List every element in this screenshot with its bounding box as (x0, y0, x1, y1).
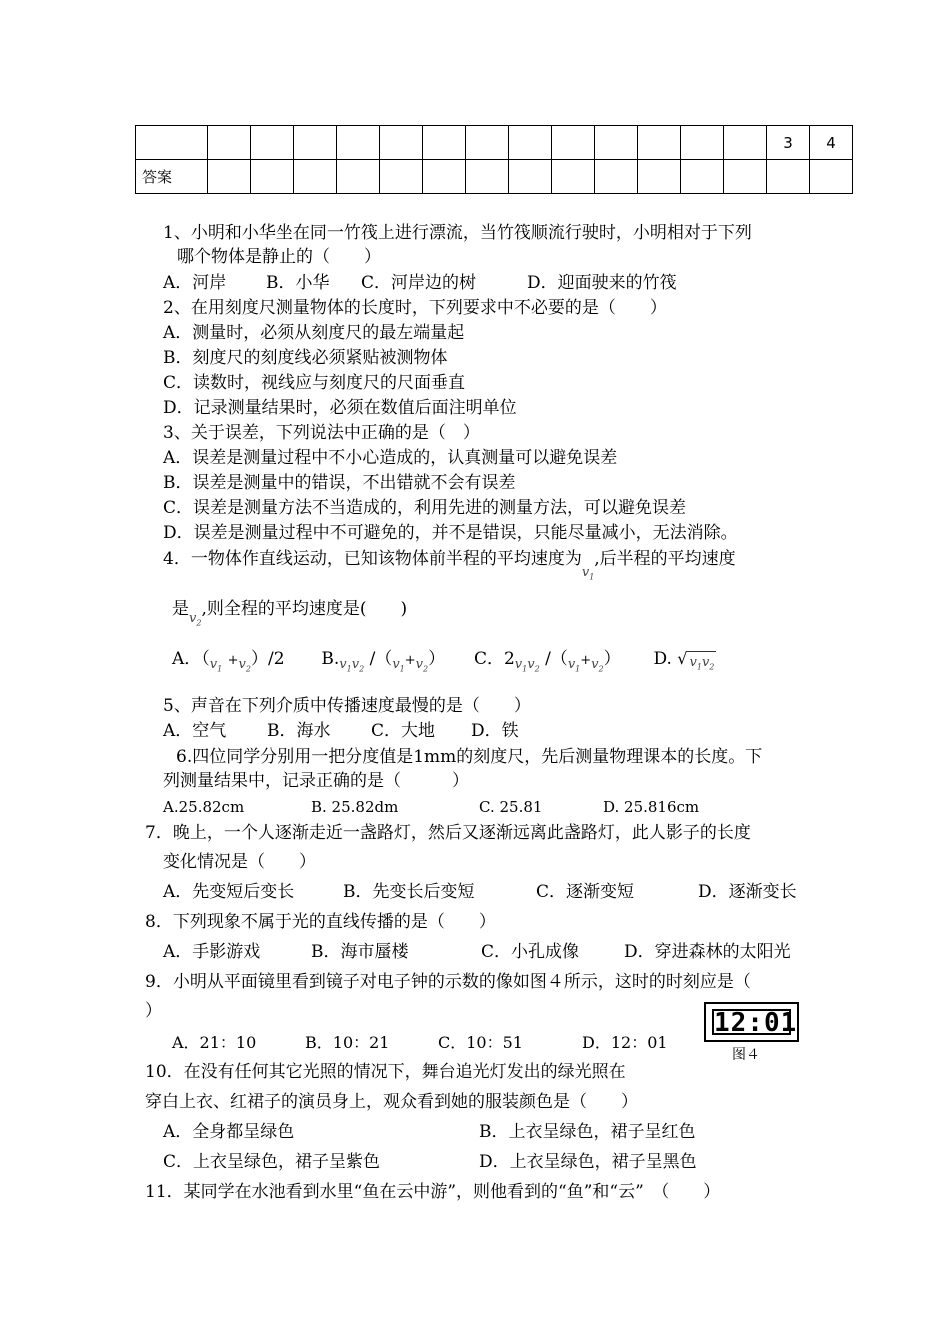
q3-option-c: C．误差是测量方法不当造成的，利用先进的测量方法，可以避免误差 (163, 498, 687, 518)
q3-option-d: D．误差是测量过程中不可避免的，并不是错误，只能尽量减小，无法消除。 (163, 523, 738, 543)
q8-option-c: C．小孔成像 (481, 942, 580, 962)
q7-option-b: B．先变长后变短 (343, 882, 475, 902)
table-cell (638, 126, 681, 160)
q4-stem-text: 4．一物体作直线运动，已知该物体前半程的平均速度为 (163, 549, 582, 569)
q1-option-b: B．小华 (266, 273, 330, 293)
answer-cell[interactable] (251, 160, 294, 194)
answer-cell[interactable] (294, 160, 337, 194)
q4-stem-text-end: ,后半程的平均速度 (594, 549, 736, 569)
answer-cell[interactable] (724, 160, 767, 194)
q5-option-b: B．海水 (267, 721, 331, 741)
q10-option-d: D．上衣呈绿色，裙子呈黑色 (479, 1152, 697, 1172)
q5-option-d: D．铁 (471, 721, 519, 741)
q2-option-d: D．记录测量结果时，必须在数值后面注明单位 (163, 398, 517, 418)
q4-stem-text-end: ,则全程的平均速度是( ) (201, 599, 408, 619)
q8-option-d: D．穿进森林的太阳光 (624, 942, 791, 962)
q1-option-c: C．河岸边的树 (361, 273, 477, 293)
q10-option-c: C．上衣呈绿色，裙子呈紫色 (163, 1152, 381, 1172)
v1-symbol: v1 (581, 565, 595, 582)
q10-option-a: A．全身都呈绿色 (163, 1122, 295, 1142)
q8-stem: 8．下列现象不属于光的直线传播的是（ ） (145, 912, 496, 932)
table-cell (552, 126, 595, 160)
table-cell (509, 126, 552, 160)
q1-stem-line2: 哪个物体是静止的（ ） (177, 247, 381, 267)
table-cell-number: 4 (810, 126, 853, 160)
q7-option-d: D．逐渐变长 (698, 882, 797, 902)
table-cell (208, 126, 251, 160)
answer-cell[interactable] (509, 160, 552, 194)
table-cell (595, 126, 638, 160)
q7-stem-line2: 变化情况是（ ） (163, 852, 316, 872)
q4-option-a: A．$(_{v_1} +_{v_2})/2$ (172, 649, 285, 674)
q11-stem: 11．某同学在水池看到水里“鱼在云中游”，则他看到的“鱼”和“云” （ ） (145, 1182, 721, 1202)
q5-options (163, 720, 519, 742)
q7-stem-line1: 7．晚上，一个人逐渐走近一盏路灯，然后又逐渐远离此盏路灯，此人影子的长度 (145, 823, 751, 843)
q2-option-c: C．读数时，视线应与刻度尺的尺面垂直 (163, 373, 466, 393)
q4-option-d: D. √ $v_1v_2$ (653, 649, 716, 669)
table-cell-number: 3 (767, 126, 810, 160)
q4-options (172, 648, 716, 677)
q3-option-b: B．误差是测量中的错误，不出错就不会有误差 (163, 473, 516, 493)
q4-stem-line2 (172, 598, 407, 627)
answer-table-answer-row (136, 160, 853, 194)
q9-stem-line1: 9．小明从平面镜里看到镜子对电子钟的示数的像如图４所示，这时的时刻应是（ (145, 972, 751, 992)
q4-stem-text: 是 (172, 599, 189, 619)
answer-cell[interactable] (681, 160, 724, 194)
answer-row-label: 答案 (136, 160, 208, 194)
q10-options-row1 (163, 1121, 696, 1143)
q1-stem-line1: 1、小明和小华坐在同一竹筏上进行漂流，当竹筏顺流行驶时，小明相对于下列 (163, 223, 752, 243)
answer-cell[interactable] (552, 160, 595, 194)
table-cell (681, 126, 724, 160)
q6-options (163, 796, 699, 818)
q7-option-c: C．逐渐变短 (536, 882, 635, 902)
answer-cell[interactable] (208, 160, 251, 194)
q9-option-d: D．12：01 (582, 1033, 668, 1052)
q5-stem: 5、声音在下列介质中传播速度最慢的是（ ） (163, 696, 531, 716)
figure-caption: 图４ (732, 1047, 760, 1063)
clock-display: 12:01 (714, 1008, 798, 1038)
q8-option-a: A．手影游戏 (163, 942, 261, 962)
q9-option-c: C．10：51 (438, 1033, 523, 1052)
q2-option-b: B．刻度尺的刻度线必须紧贴被测物体 (163, 348, 448, 368)
answer-table (135, 125, 853, 194)
q9-options (172, 1032, 668, 1054)
q7-option-a: A．先变短后变长 (163, 882, 295, 902)
answer-cell[interactable] (595, 160, 638, 194)
q6-option-c: C. 25.81 (479, 798, 543, 816)
q3-stem: 3、关于误差，下列说法中正确的是（ ） (163, 423, 480, 443)
q6-option-a: A.25.82cm (163, 798, 245, 816)
answer-cell[interactable] (767, 160, 810, 194)
answer-table-header-row (136, 126, 853, 160)
table-cell (724, 126, 767, 160)
q7-options (163, 881, 797, 903)
q6-stem-line2: 列测量结果中，记录正确的是（ ） (163, 771, 469, 791)
q10-stem-line2: 穿白上衣、红裙子的演员身上，观众看到她的服装颜色是（ ） (145, 1092, 638, 1112)
answer-cell[interactable] (466, 160, 509, 194)
answer-cell[interactable] (810, 160, 853, 194)
q10-option-b: B．上衣呈绿色，裙子呈红色 (479, 1122, 696, 1142)
answer-cell[interactable] (380, 160, 423, 194)
answer-cell[interactable] (638, 160, 681, 194)
answer-cell[interactable] (423, 160, 466, 194)
table-cell (466, 126, 509, 160)
mirror-clock-figure (704, 1002, 799, 1042)
table-cell (380, 126, 423, 160)
q4-stem-line1 (163, 548, 736, 582)
q5-option-a: A．空气 (163, 721, 227, 741)
q10-options-row2 (163, 1151, 697, 1173)
q1-option-a: A．河岸 (163, 273, 227, 293)
q3-option-a: A．误差是测量过程中不小心造成的，认真测量可以避免误差 (163, 448, 618, 468)
q2-option-a: A．测量时，必须从刻度尺的最左端量起 (163, 323, 465, 343)
table-cell (136, 126, 208, 160)
v2-symbol: v2 (189, 611, 202, 628)
q8-option-b: B．海市蜃楼 (311, 942, 409, 962)
q6-option-d: D. 25.816cm (603, 798, 700, 816)
q1-options (163, 272, 677, 294)
table-cell (294, 126, 337, 160)
q6-stem-line1: 6.四位同学分别用一把分度值是1mm的刻度尺，先后测量物理课本的长度。下 (176, 747, 763, 767)
q9-option-b: B．10：21 (305, 1033, 390, 1052)
answer-cell[interactable] (337, 160, 380, 194)
q1-option-d: D．迎面驶来的竹筏 (527, 273, 677, 293)
q5-option-c: C．大地 (371, 721, 436, 741)
q4-option-c: C．$2_{v_1v_2}$ $/(_{v_1}+_{v_2})$ (473, 649, 621, 674)
q2-stem: 2、在用刻度尺测量物体的长度时，下列要求中不必要的是（ ） (163, 298, 667, 318)
q6-option-b: B. 25.82dm (311, 798, 399, 816)
q9-stem-line2: ） (145, 1001, 162, 1021)
table-cell (251, 126, 294, 160)
q8-options (163, 941, 791, 963)
q4-option-b: $B._{v_1v_2}$ $/(_{v_1}+_{v_2})$ (321, 649, 446, 674)
q10-stem-line1: 10．在没有任何其它光照的情况下，舞台追光灯发出的绿光照在 (145, 1062, 626, 1082)
table-cell (423, 126, 466, 160)
table-cell (337, 126, 380, 160)
q9-option-a: A．21：10 (172, 1033, 257, 1052)
sqrt-icon: √ (677, 649, 688, 668)
